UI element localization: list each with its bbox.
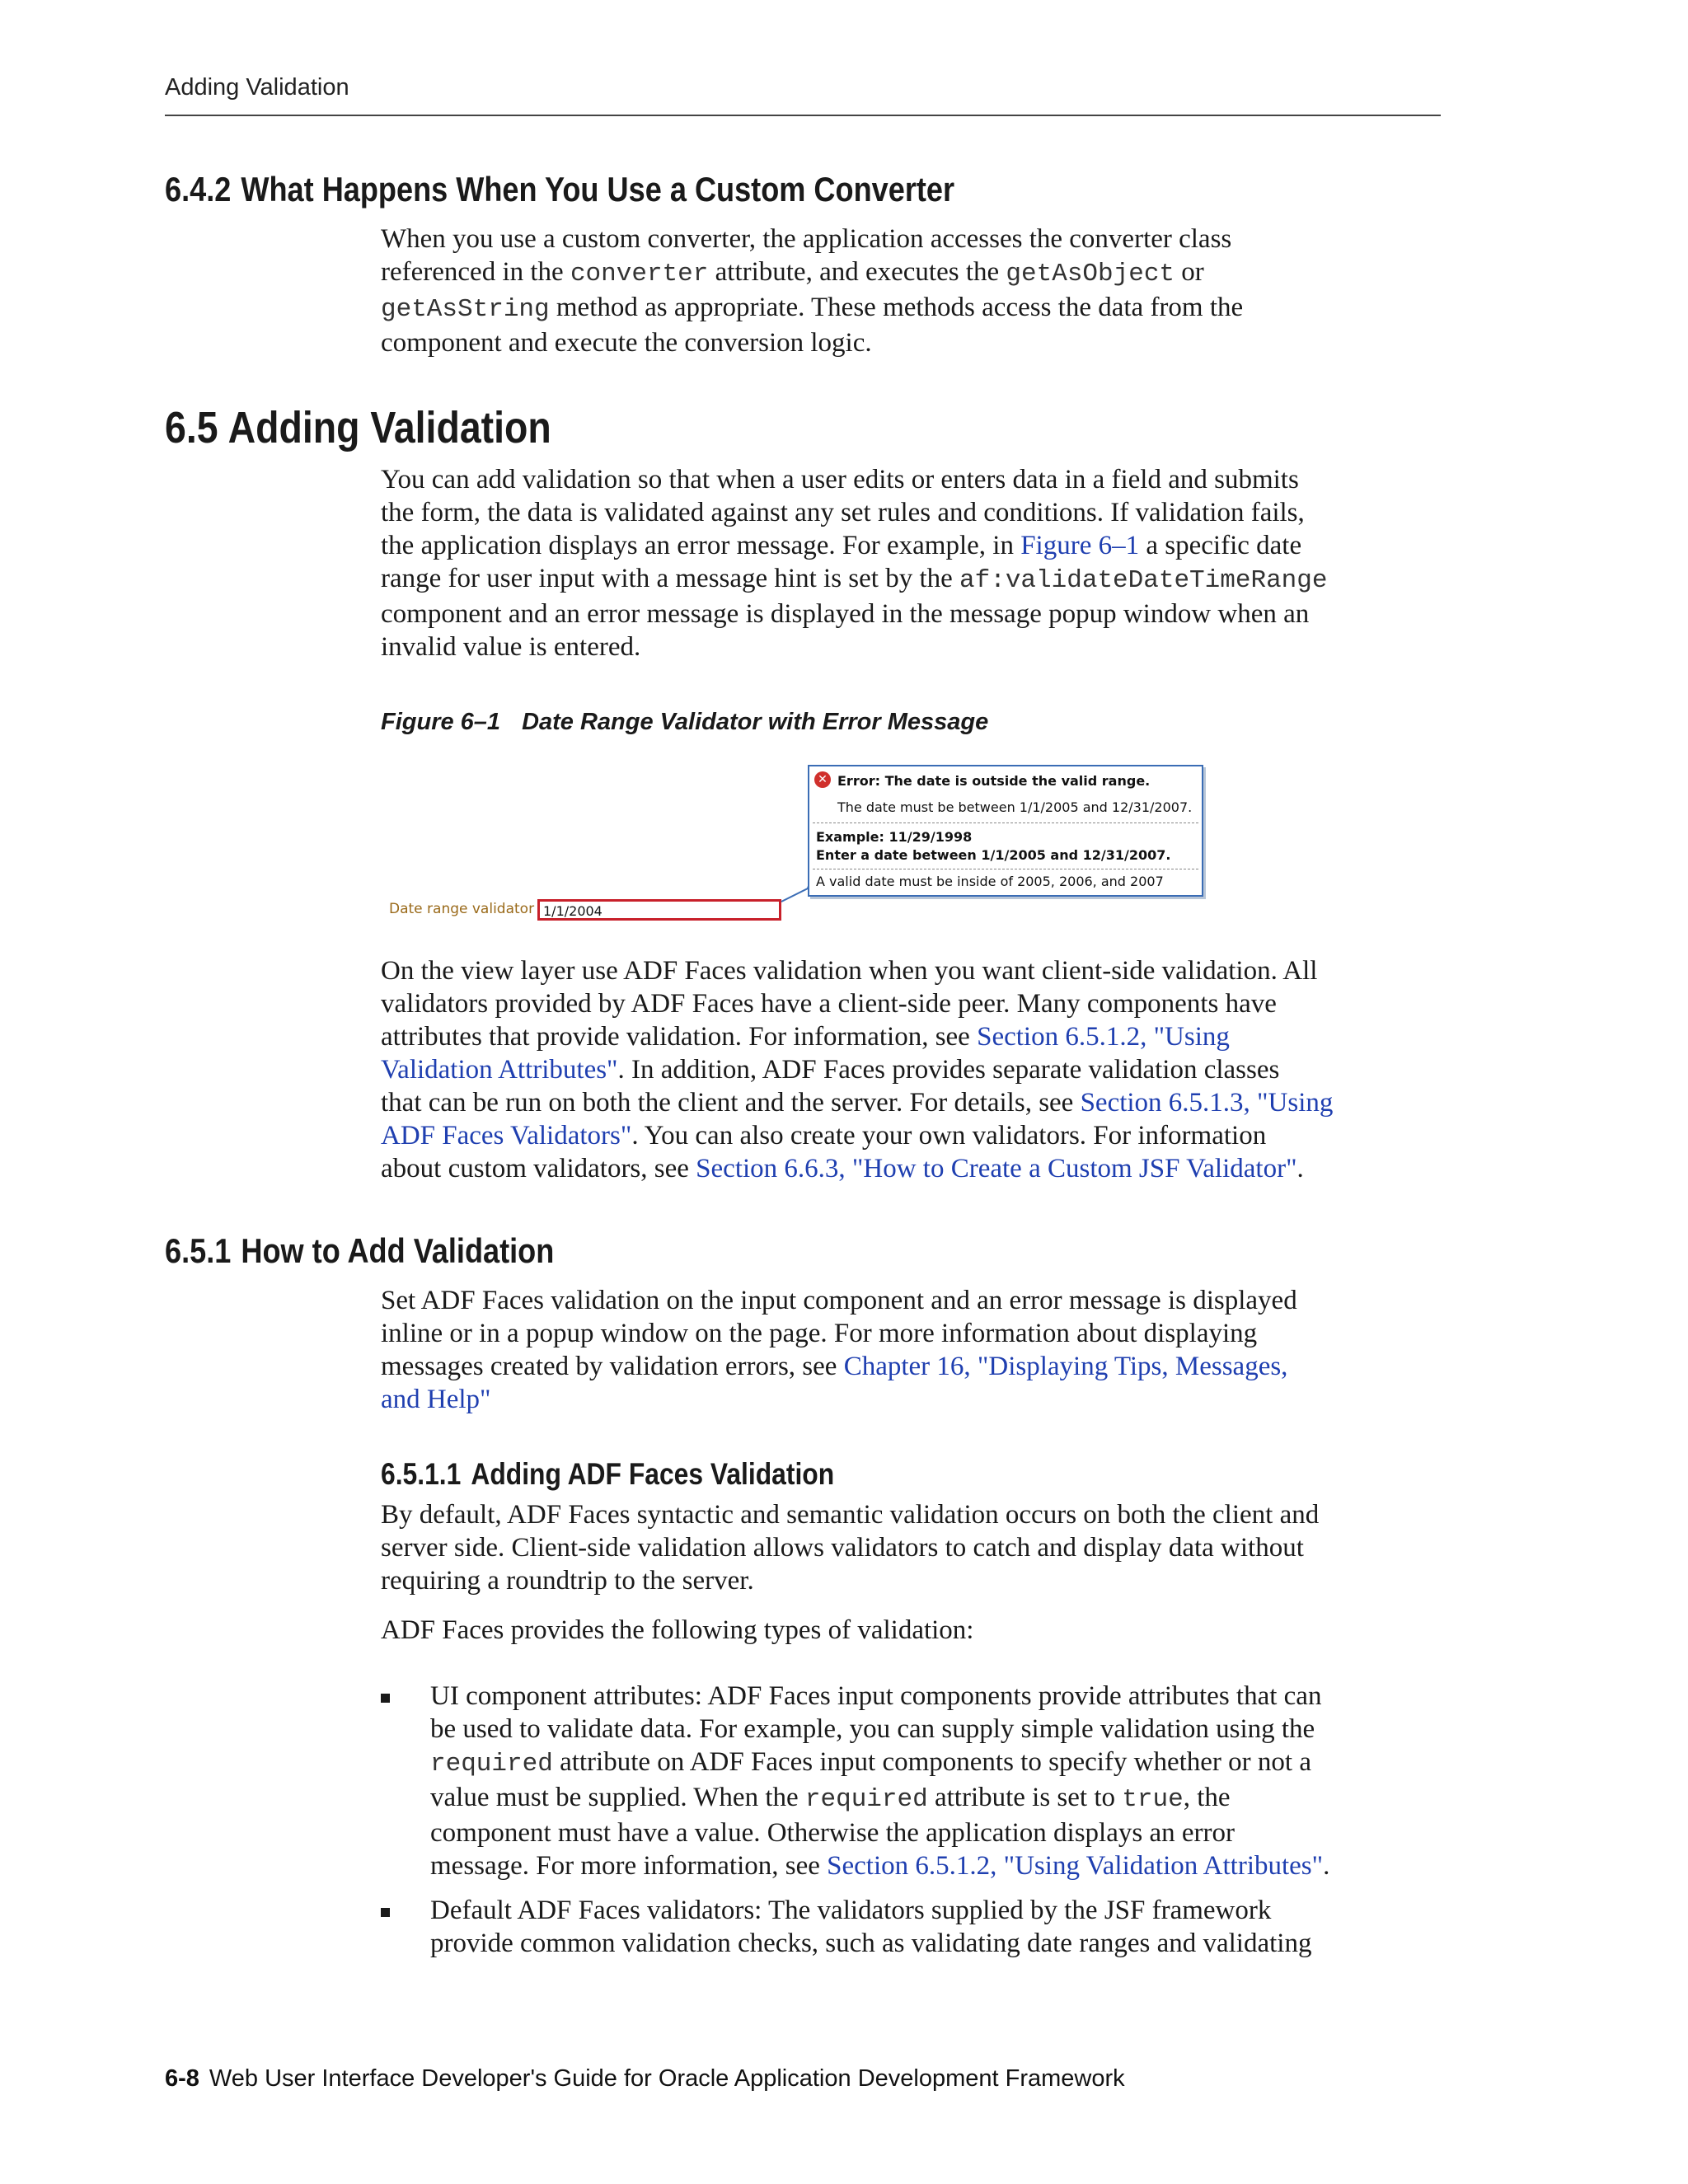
- text-run: . You can also create your own validators. For information: [631, 1121, 1267, 1151]
- list-item-default-validators: [430, 1894, 1452, 1960]
- text-run: attribute is set to: [927, 1783, 1123, 1812]
- cross-reference-link[interactable]: Validation Attributes": [381, 1055, 618, 1085]
- text-line: [381, 1152, 1452, 1185]
- text-run: server side. Client-side validation allows validators to catch and display data without: [381, 1533, 1304, 1563]
- paragraph-custom-converter: [381, 223, 1452, 359]
- text-run: Default ADF Faces validators: The validators supplied by the JSF framework: [430, 1896, 1272, 1925]
- section-title: Adding ADF Faces Validation: [471, 1457, 835, 1491]
- text-run: that can be run on both the client and the server. For details, see: [381, 1088, 1081, 1118]
- text-line: [381, 529, 1452, 562]
- cross-reference-link[interactable]: Section 6.5.1.2, "Using Validation Attributes": [827, 1851, 1324, 1881]
- text-run: messages created by validation errors, see: [381, 1352, 844, 1381]
- list-item-ui-component-attributes: [430, 1680, 1452, 1882]
- paragraph-adding-validation-intro: [381, 463, 1452, 663]
- text-run: component must have a value. Otherwise the application displays an error: [430, 1818, 1235, 1848]
- text-run: or: [1175, 257, 1204, 287]
- text-line: [381, 463, 1452, 496]
- text-run: invalid value is entered.: [381, 632, 641, 662]
- book-title: Web User Interface Developer's Guide for Oracle Application Development Framework: [209, 2065, 1125, 2092]
- text-run: value must be supplied. When the: [430, 1783, 805, 1812]
- section-heading-6-4-2: [165, 170, 954, 209]
- section-number: 6.4.2: [165, 170, 232, 209]
- section-number: 6.5: [165, 403, 218, 452]
- text-line: [381, 326, 1452, 359]
- section-heading-6-5-1: [165, 1231, 554, 1271]
- cross-reference-link[interactable]: Section 6.5.1.3, "Using: [1080, 1088, 1334, 1118]
- figure-caption: [381, 709, 988, 736]
- bullet-marker: [381, 1694, 390, 1703]
- text-line: [381, 223, 1452, 255]
- text-line: [381, 1564, 1452, 1597]
- text-run: method as appropriate. These methods access the data from the: [549, 293, 1244, 322]
- page-number: 6-8: [165, 2065, 199, 2092]
- figure-title: Date Range Validator with Error Message: [522, 709, 989, 735]
- text-line: [381, 1119, 1452, 1152]
- popup-error-title: Error: The date is outside the valid range.: [837, 773, 1151, 789]
- text-run: You can add validation so that when a user edits or enters data in a field and submits: [381, 465, 1299, 494]
- text-line: [381, 598, 1452, 630]
- error-icon: ✕: [814, 771, 831, 788]
- error-message-popup: [808, 765, 1203, 897]
- text-line: [430, 1680, 1452, 1713]
- code-term: converter: [570, 260, 709, 288]
- section-title: How to Add Validation: [241, 1231, 555, 1270]
- text-run: referenced in the: [381, 257, 570, 287]
- code-term: required: [804, 1785, 928, 1814]
- section-heading-6-5: [165, 402, 551, 453]
- text-run: about custom validators, see: [381, 1154, 696, 1183]
- text-run: When you use a custom converter, the application accesses the converter class: [381, 224, 1232, 254]
- text-line: [381, 1053, 1452, 1086]
- text-line: [381, 1284, 1452, 1317]
- text-run: attribute on ADF Faces input components to specify whether or not a: [552, 1747, 1311, 1777]
- section-number: 6.5.1: [165, 1231, 232, 1270]
- running-header: Adding Validation: [165, 74, 349, 101]
- page-footer: [165, 2065, 1125, 2093]
- cross-reference-link[interactable]: ADF Faces Validators": [381, 1121, 632, 1151]
- text-run: .: [1323, 1851, 1330, 1881]
- text-run: requiring a roundtrip to the server.: [381, 1566, 754, 1596]
- text-run: the application displays an error message. For example, in: [381, 531, 1021, 560]
- text-line: [430, 1746, 1452, 1781]
- cross-reference-link[interactable]: Section 6.6.3, "How to Create a Custom JSF Validator": [696, 1154, 1297, 1183]
- paragraph-default-validation: [381, 1498, 1452, 1597]
- text-line: [381, 954, 1452, 987]
- text-line: [430, 1713, 1452, 1746]
- code-term: required: [430, 1750, 553, 1779]
- text-run: , the: [1183, 1783, 1231, 1812]
- code-term: getAsString: [381, 295, 550, 324]
- text-run: inline or in a popup window on the page. For more information about displaying: [381, 1319, 1258, 1348]
- text-run: attribute, and executes the: [708, 257, 1006, 287]
- text-line: [430, 1849, 1452, 1882]
- section-number: 6.5.1.1: [381, 1457, 462, 1491]
- text-line: [381, 1531, 1452, 1564]
- text-run: range for user input with a message hint is set by the: [381, 564, 960, 593]
- code-term: getAsObject: [1006, 260, 1175, 288]
- text-line: [381, 255, 1452, 291]
- text-run: a specific date: [1139, 531, 1302, 560]
- figure-number: Figure 6–1: [381, 709, 501, 735]
- code-term: true: [1122, 1785, 1184, 1814]
- bullet-marker: [381, 1908, 390, 1917]
- text-line: [381, 630, 1452, 663]
- cross-reference-link[interactable]: Section 6.5.1.2, "Using: [977, 1022, 1230, 1052]
- popup-example: Example: 11/29/1998: [816, 829, 973, 845]
- text-line: [430, 1894, 1452, 1927]
- text-run: provide common validation checks, such as validating date ranges and validating: [430, 1929, 1312, 1958]
- text-line: [381, 496, 1452, 529]
- text-line: [381, 1383, 1452, 1416]
- text-run: component and execute the conversion logic.: [381, 328, 872, 358]
- text-line: [381, 1498, 1452, 1531]
- text-line: [430, 1816, 1452, 1849]
- section-title: What Happens When You Use a Custom Converter: [241, 170, 955, 209]
- cross-reference-link[interactable]: Chapter 16, "Displaying Tips, Messages,: [843, 1352, 1288, 1381]
- section-title: Adding Validation: [227, 403, 551, 452]
- paragraph-types-of-validation: [381, 1614, 1452, 1647]
- text-run: Set ADF Faces validation on the input component and an error message is displayed: [381, 1286, 1297, 1315]
- date-range-label: Date range validator: [389, 901, 535, 917]
- paragraph-how-to-add-validation: [381, 1284, 1452, 1416]
- date-range-input[interactable]: 1/1/2004: [537, 899, 781, 921]
- text-run: be used to validate data. For example, you can supply simple validation using the: [430, 1714, 1315, 1744]
- section-heading-6-5-1-1: [381, 1457, 834, 1492]
- text-run: validators provided by ADF Faces have a client-side peer. Many components have: [381, 989, 1277, 1019]
- header-rule: [165, 115, 1441, 116]
- popup-error-detail: The date must be between 1/1/2005 and 12/31/2007.: [837, 799, 1193, 815]
- text-line: [381, 987, 1452, 1020]
- text-line: [381, 1350, 1452, 1383]
- text-line: [430, 1927, 1452, 1960]
- text-line: [381, 291, 1452, 326]
- text-line: [381, 1020, 1452, 1053]
- text-run: By default, ADF Faces syntactic and semantic validation occurs on both the client and: [381, 1500, 1320, 1530]
- cross-reference-link[interactable]: and Help": [381, 1385, 491, 1414]
- paragraph-view-layer-validation: [381, 954, 1452, 1185]
- text-run: UI component attributes: ADF Faces input components provide attributes that can: [430, 1681, 1322, 1711]
- text-line: [430, 1781, 1452, 1816]
- text-run: the form, the data is validated against any set rules and conditions. If validation fails,: [381, 498, 1305, 527]
- text-run: component and an error message is displayed in the message popup window when an: [381, 599, 1310, 629]
- popup-valid-hint: A valid date must be inside of 2005, 2006, and 2007: [816, 874, 1164, 889]
- text-run: message. For more information, see: [430, 1851, 828, 1881]
- text-line: [381, 562, 1452, 598]
- code-term: af:validateDateTimeRange: [959, 566, 1328, 595]
- text-run: .: [1296, 1154, 1304, 1183]
- text-line: [381, 1086, 1452, 1119]
- text-run: ADF Faces provides the following types of validation:: [381, 1615, 974, 1645]
- text-line: [381, 1317, 1452, 1350]
- text-run: On the view layer use ADF Faces validation when you want client-side validation. All: [381, 956, 1318, 986]
- text-line: [381, 1614, 1452, 1647]
- text-run: attributes that provide validation. For information, see: [381, 1022, 978, 1052]
- popup-enter-hint: Enter a date between 1/1/2005 and 12/31/2007.: [816, 847, 1171, 863]
- cross-reference-link[interactable]: Figure 6–1: [1020, 531, 1140, 560]
- text-run: . In addition, ADF Faces provides separate validation classes: [617, 1055, 1280, 1085]
